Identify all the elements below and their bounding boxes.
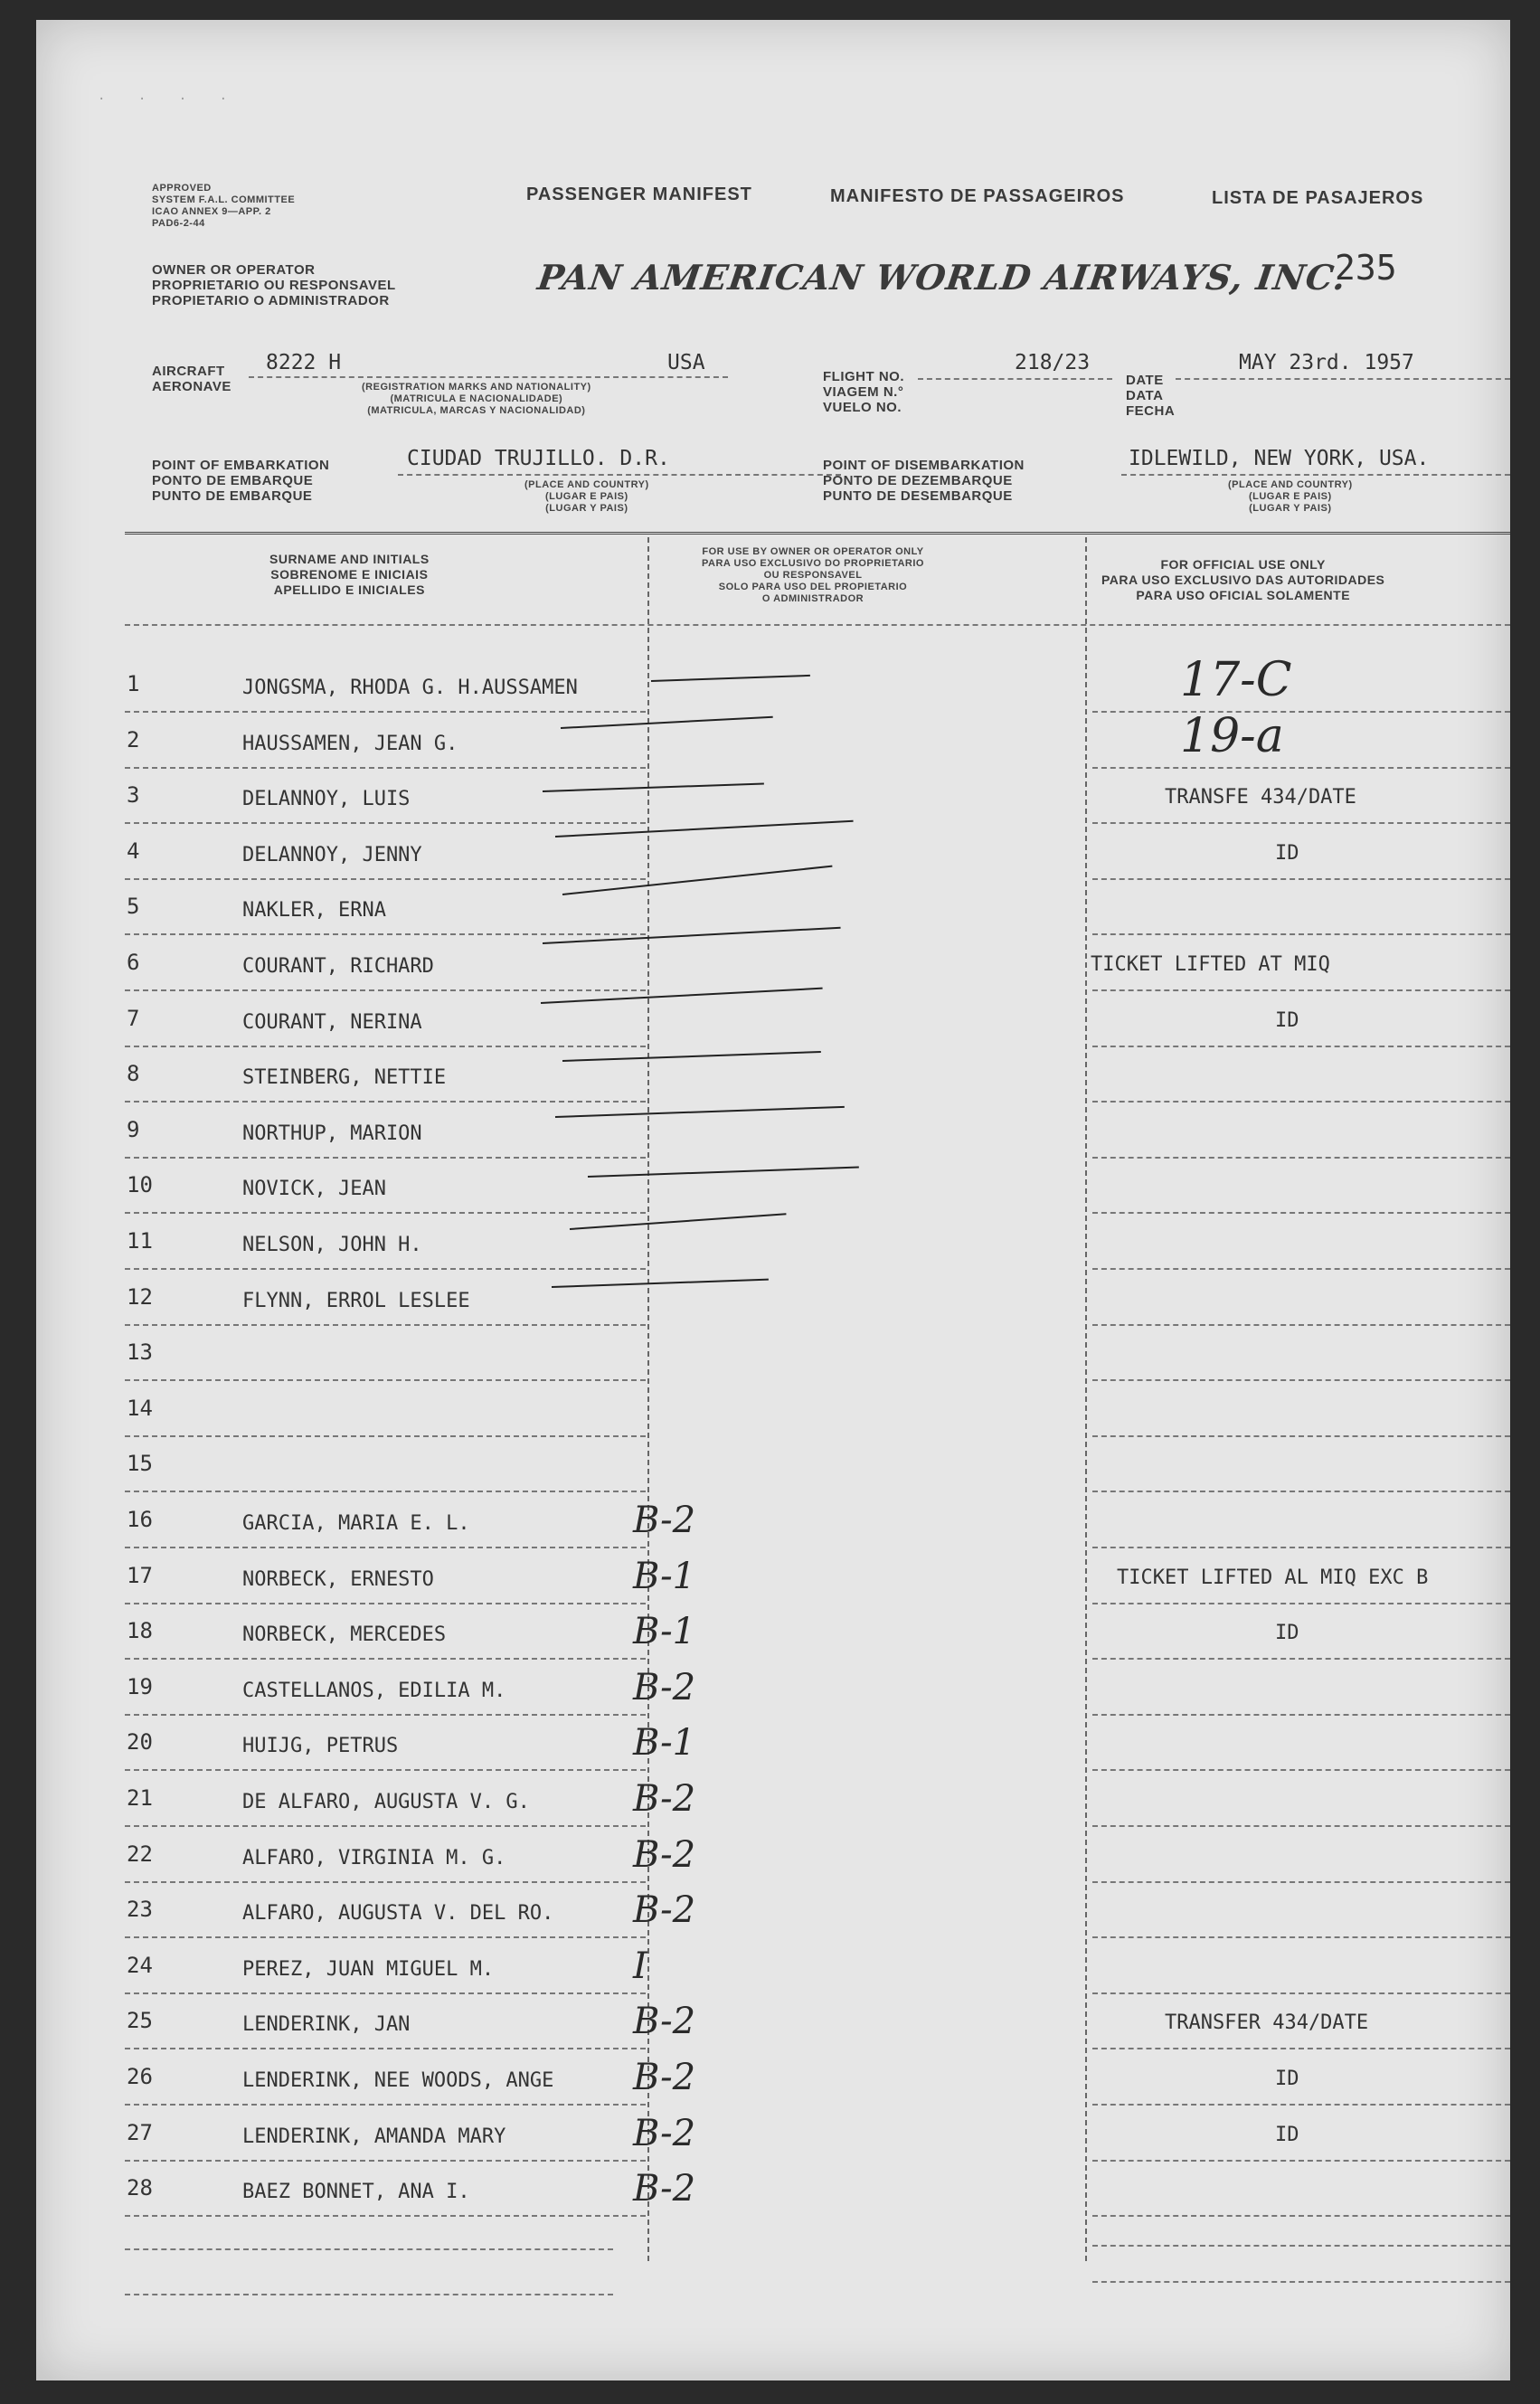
flight-line: [918, 378, 1112, 380]
official-note: 19-a: [1180, 709, 1284, 763]
row-rule: [125, 989, 646, 991]
row-number: 10: [127, 1172, 153, 1197]
row-rule: [1092, 1658, 1510, 1660]
row-number: 14: [127, 1396, 153, 1421]
row-rule: [125, 767, 646, 769]
table-row: [36, 1889, 1510, 1951]
table-row: [36, 1338, 1510, 1394]
row-rule: [1092, 2104, 1510, 2106]
table-row: [36, 2057, 1510, 2118]
table-row: [36, 2001, 1510, 2062]
row-rule: [125, 1658, 646, 1660]
title-lista: LISTA DE PASAJEROS: [1212, 188, 1424, 208]
visa-mark: B-1: [633, 1556, 696, 1597]
owner-operator-label: OWNER OR OPERATOR PROPRIETARIO OU RESPONSAVEL PROPIETARIO O ADMINISTRADOR: [152, 262, 396, 308]
row-number: 16: [127, 1507, 153, 1532]
approved-block: APPROVED SYSTEM F.A.L. COMMITTEE ICAO ANNEX 9—APP. 2 PAD6-2-44: [152, 183, 296, 229]
official-note: ID: [1275, 842, 1299, 865]
passenger-name: NOVICK, JEAN: [242, 1178, 386, 1200]
row-rule: [125, 1491, 646, 1492]
visa-mark: B-2: [633, 2168, 696, 2210]
row-rule: [125, 1212, 646, 1214]
official-note: TICKET LIFTED AL MIQ EXC B: [1117, 1566, 1429, 1589]
row-rule: [1092, 1603, 1510, 1604]
flight-value: 218/23: [1015, 351, 1091, 374]
passenger-name: DE ALFARO, AUGUSTA V. G.: [242, 1791, 530, 1813]
table-row: [36, 1226, 1510, 1282]
row-rule: [125, 1435, 646, 1437]
passenger-name: ALFARO, VIRGINIA M. G.: [242, 1847, 506, 1869]
embark-label: POINT OF EMBARKATION PONTO DE EMBARQUE PUNTO DE EMBARQUE: [152, 458, 330, 504]
visa-mark: B-2: [633, 1778, 696, 1820]
date-value: MAY 23rd. 1957: [1239, 351, 1414, 374]
passenger-name: HAUSSAMEN, JEAN G.: [242, 733, 458, 755]
date-label: DATE DATA FECHA: [1126, 373, 1176, 419]
aircraft-sub: (REGISTRATION MARKS AND NATIONALITY) (MATRICULA E NACIONALIDADE) (MATRICULA, MARCAS Y NACIONALIDAD): [362, 382, 591, 416]
row-rule: [125, 711, 646, 713]
row-rule: [1092, 1491, 1510, 1492]
embark-line: [398, 474, 841, 476]
table-row: [36, 837, 1510, 893]
table-row: [36, 653, 1510, 725]
table-row: [36, 1004, 1510, 1060]
row-rule: [1092, 1435, 1510, 1437]
row-rule: [125, 933, 646, 935]
header-bottom-rule: [125, 624, 1510, 626]
passenger-name: HUIJG, PETRUS: [242, 1735, 399, 1757]
airline-name: PAN AMERICAN WORLD AIRWAYS, INC.: [534, 257, 1350, 298]
official-note: ID: [1275, 2124, 1299, 2146]
aircraft-value: 8222 H: [266, 351, 342, 374]
passenger-name: COURANT, NERINA: [242, 1011, 422, 1034]
table-row: [36, 1115, 1510, 1171]
passenger-name: NAKLER, ERNA: [242, 899, 386, 922]
row-number: 1: [127, 671, 140, 696]
row-rule: [125, 1825, 646, 1827]
row-number: 4: [127, 838, 140, 864]
passenger-name: GARCIA, MARIA E. L.: [242, 1512, 470, 1535]
row-rule: [1092, 1992, 1510, 1994]
passenger-name: NORBECK, ERNESTO: [242, 1568, 434, 1591]
title-passenger-manifest: PASSENGER MANIFEST: [526, 185, 752, 204]
row-rule: [1092, 711, 1510, 713]
disembark-sub: (PLACE AND COUNTRY) (LUGAR E PAIS) (LUGAR Y PAIS): [1228, 479, 1353, 514]
row-number: 6: [127, 950, 140, 975]
table-row: [36, 1449, 1510, 1505]
passenger-name: NELSON, JOHN H.: [242, 1234, 422, 1256]
row-number: 18: [127, 1618, 153, 1643]
visa-mark: B-2: [633, 1667, 696, 1708]
table-row: [36, 2168, 1510, 2229]
row-rule: [125, 1101, 646, 1103]
header-top-rule: [125, 532, 1510, 535]
row-rule: [125, 2048, 646, 2049]
visa-mark: B-2: [633, 1889, 696, 1931]
row-rule: [125, 1379, 646, 1381]
row-number: 9: [127, 1117, 140, 1142]
table-row: [36, 1611, 1510, 1672]
table-row: [36, 1834, 1510, 1896]
row-number: 3: [127, 782, 140, 808]
passenger-name: DELANNOY, LUIS: [242, 788, 411, 810]
row-rule: [1092, 989, 1510, 991]
table-row: [36, 1778, 1510, 1840]
row-rule: [1092, 767, 1510, 769]
row-rule: [1092, 1769, 1510, 1771]
row-rule: [1092, 878, 1510, 880]
row-number: 19: [127, 1674, 153, 1699]
row-rule: [1092, 2215, 1510, 2217]
row-rule: [1092, 1046, 1510, 1047]
visa-mark: B-2: [633, 1500, 696, 1541]
blank-line: [1092, 2281, 1510, 2283]
row-rule: [1092, 1379, 1510, 1381]
passenger-name: FLYNN, ERROL LESLEE: [242, 1290, 470, 1312]
row-number: 22: [127, 1841, 153, 1867]
table-row: [36, 1667, 1510, 1728]
passenger-name: NORTHUP, MARION: [242, 1122, 422, 1145]
table-row: [36, 1722, 1510, 1784]
row-rule: [1092, 2160, 1510, 2162]
row-number: 20: [127, 1729, 153, 1755]
row-rule: [1092, 1825, 1510, 1827]
official-note: TICKET LIFTED AT MIQ: [1091, 953, 1330, 976]
row-number: 26: [127, 2064, 153, 2089]
official-note: ID: [1275, 2068, 1299, 2090]
row-rule: [125, 1046, 646, 1047]
manifest-page: [36, 20, 1510, 2380]
row-rule: [1092, 1157, 1510, 1159]
passenger-name: LENDERINK, JAN: [242, 2013, 411, 2036]
row-rule: [125, 1324, 646, 1326]
passenger-name: COURANT, RICHARD: [242, 955, 434, 978]
row-rule: [125, 1268, 646, 1270]
row-rule: [125, 2160, 646, 2162]
col-official-header: FOR OFFICIAL USE ONLY PARA USO EXCLUSIVO DAS AUTORIDADES PARA USO OFICIAL SOLAMENTE: [1101, 557, 1385, 602]
table-row: [36, 1059, 1510, 1115]
row-rule: [125, 1547, 646, 1548]
page-number: 235: [1335, 248, 1397, 288]
table-row: [36, 892, 1510, 948]
row-rule: [1092, 933, 1510, 935]
passenger-name: LENDERINK, NEE WOODS, ANGE: [242, 2069, 554, 2092]
passenger-name: PEREZ, JUAN MIGUEL M.: [242, 1958, 495, 1981]
row-rule: [125, 2215, 646, 2217]
row-number: 7: [127, 1006, 140, 1031]
row-rule: [1092, 822, 1510, 824]
official-note: 17-C: [1180, 653, 1292, 707]
row-rule: [125, 1157, 646, 1159]
table-row: [36, 1500, 1510, 1561]
row-number: 2: [127, 727, 140, 752]
row-rule: [125, 1714, 646, 1716]
row-rule: [125, 1603, 646, 1604]
passenger-name: DELANNOY, JENNY: [242, 844, 422, 866]
blank-line: [1092, 2245, 1510, 2247]
row-number: 23: [127, 1897, 153, 1922]
row-number: 17: [127, 1563, 153, 1588]
passenger-name: NORBECK, MERCEDES: [242, 1623, 447, 1646]
row-number: 11: [127, 1228, 153, 1254]
row-rule: [125, 878, 646, 880]
row-number: 27: [127, 2120, 153, 2145]
official-note: TRANSFE 434/DATE: [1165, 786, 1356, 809]
blank-line: [125, 2248, 613, 2250]
date-line: [1176, 378, 1510, 380]
row-rule: [1092, 1881, 1510, 1883]
disembark-label: POINT OF DISEMBARKATION PONTO DE DEZEMBARQUE PUNTO DE DESEMBARQUE: [823, 458, 1025, 504]
row-rule: [1092, 1268, 1510, 1270]
row-rule: [125, 2104, 646, 2106]
visa-mark: B-1: [633, 1611, 696, 1652]
visa-mark: B-2: [633, 2057, 696, 2098]
row-rule: [1092, 1936, 1510, 1938]
title-manifesto: MANIFESTO DE PASSAGEIROS: [830, 186, 1125, 206]
table-row: [36, 1282, 1510, 1339]
row-number: 25: [127, 2008, 153, 2033]
passenger-name: ALFARO, AUGUSTA V. DEL RO.: [242, 1902, 554, 1925]
table-row: [36, 781, 1510, 837]
row-number: 28: [127, 2175, 153, 2201]
row-number: 8: [127, 1061, 140, 1086]
disembark-value: IDLEWILD, NEW YORK, USA.: [1129, 447, 1430, 470]
table-row: [36, 1945, 1510, 2007]
aircraft-nationality: USA: [667, 351, 705, 374]
visa-mark: B-1: [633, 1722, 696, 1764]
row-rule: [125, 1769, 646, 1771]
passenger-name: CASTELLANOS, EDILIA M.: [242, 1680, 506, 1702]
row-rule: [1092, 1714, 1510, 1716]
table-row: [36, 1556, 1510, 1617]
row-rule: [125, 1992, 646, 1994]
embark-value: CIUDAD TRUJILLO. D.R.: [407, 447, 670, 470]
row-rule: [125, 1936, 646, 1938]
official-note: ID: [1275, 1009, 1299, 1032]
table-row: [36, 709, 1510, 781]
embark-sub: (PLACE AND COUNTRY) (LUGAR E PAIS) (LUGAR Y PAIS): [524, 479, 649, 514]
row-rule: [1092, 1101, 1510, 1103]
visa-mark: B-2: [633, 2001, 696, 2042]
table-row: [36, 2113, 1510, 2174]
row-number: 13: [127, 1339, 153, 1365]
passenger-name: STEINBERG, NETTIE: [242, 1066, 447, 1089]
row-number: 12: [127, 1284, 153, 1310]
passenger-name: BAEZ BONNET, ANA I.: [242, 2181, 470, 2203]
row-rule: [1092, 1212, 1510, 1214]
row-rule: [1092, 1324, 1510, 1326]
row-number: 24: [127, 1953, 153, 1978]
row-rule: [125, 822, 646, 824]
passenger-name: LENDERINK, AMANDA MARY: [242, 2125, 506, 2148]
col-names-header: SURNAME AND INITIALS SOBRENOME E INICIAIS APELLIDO E INICIALES: [269, 552, 430, 597]
row-rule: [1092, 1547, 1510, 1548]
visa-mark: B-2: [633, 2113, 696, 2154]
faint-marks: · · · ·: [98, 92, 241, 107]
row-rule: [125, 1881, 646, 1883]
official-note: TRANSFER 434/DATE: [1165, 2011, 1369, 2034]
row-number: 5: [127, 894, 140, 919]
row-number: 21: [127, 1785, 153, 1811]
table-row: [36, 1394, 1510, 1450]
row-rule: [1092, 2048, 1510, 2049]
aircraft-line: [249, 376, 728, 378]
aircraft-label: AIRCRAFT AERONAVE: [152, 364, 231, 394]
table-row: [36, 1170, 1510, 1226]
disembark-line: [1121, 474, 1510, 476]
blank-line: [125, 2294, 613, 2295]
official-note: ID: [1275, 1622, 1299, 1644]
col-owner-header: FOR USE BY OWNER OR OPERATOR ONLY PARA USO EXCLUSIVO DO PROPRIETARIO OU RESPONSAVEL SOLO PARA USO DEL PROPIETARIO O ADMINISTRADOR: [702, 546, 924, 604]
passenger-name: JONGSMA, RHODA G. H.AUSSAMEN: [242, 677, 578, 699]
table-row: [36, 948, 1510, 1004]
flight-label: FLIGHT NO. VIAGEM N.° VUELO NO.: [823, 369, 904, 415]
row-number: 15: [127, 1451, 153, 1476]
visa-mark: I: [633, 1945, 647, 1987]
visa-mark: B-2: [633, 1834, 696, 1876]
